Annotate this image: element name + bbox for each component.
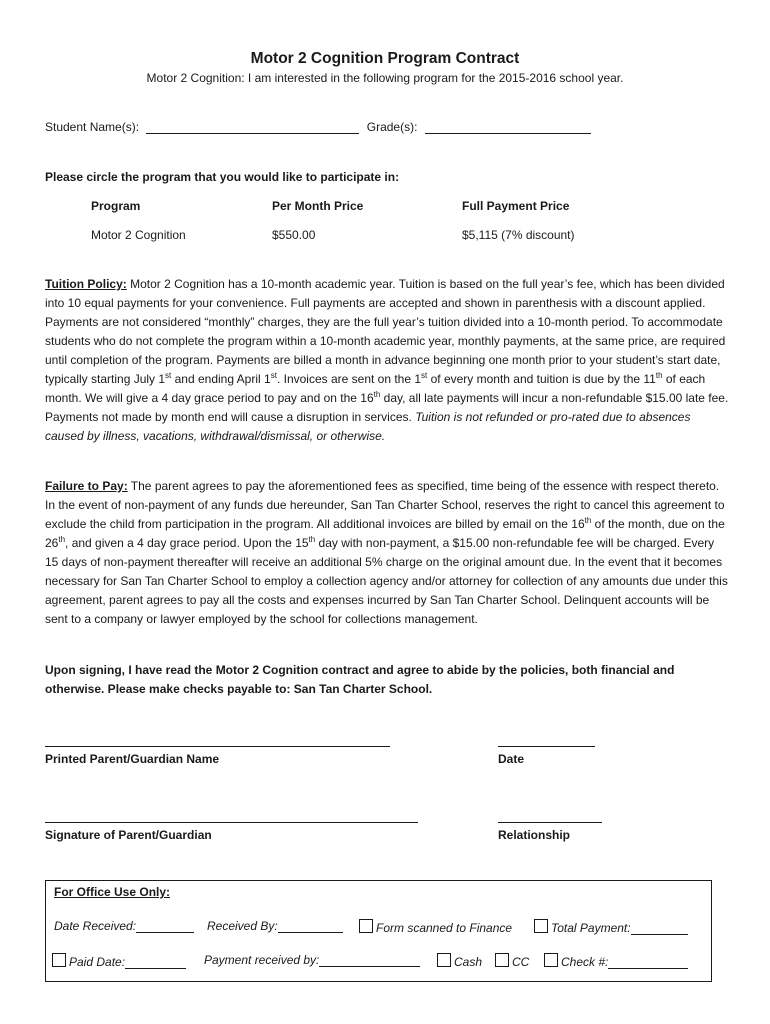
date-line[interactable] (498, 746, 595, 747)
total-payment-checkbox[interactable] (534, 919, 548, 933)
date-received-field[interactable] (136, 920, 194, 933)
cc-checkbox[interactable] (495, 953, 509, 967)
check-checkbox[interactable] (544, 953, 558, 967)
page-title: Motor 2 Cognition Program Contract (250, 50, 520, 67)
office-use-box (45, 880, 712, 982)
program-row[interactable] (0, 228, 770, 244)
tuition-text: of every month and tuition is due by the 11 (427, 372, 656, 386)
sup: th (373, 390, 381, 399)
tuition-italic-note: Tuition is not refunded or pro-rated due to absences caused by illness, vacations, withdrawal/dismissal, or otherwise. (45, 410, 691, 443)
office-row-1 (46, 919, 711, 935)
date-label: Date (498, 752, 525, 766)
sup: th (308, 535, 316, 544)
failure-text: day with non-payment, a $15.00 non-refundable fee will be charged. Every 15 days of non-payment thereafter will receive an additional 5% charge on the original amount due. In the event that it becomes necessary for San Tan Charter School to employ a collection agency and/or attorney for collection of any amounts due under this agreement, parent agrees to pay all the costs and expenses incurred by San Tan Charter School. Delinquent accounts will be sent to a company or lawyer employed by the school for collections management. (45, 536, 728, 626)
sup: st (270, 371, 277, 380)
program-table-header (0, 199, 770, 215)
page-subtitle: Motor 2 Cognition: I am interested in the following program for the 2015-2016 school year. (146, 71, 624, 85)
received-by-field[interactable] (278, 920, 343, 933)
check-label: Check #: (561, 955, 609, 969)
program-name: Motor 2 Cognition (91, 228, 186, 242)
received-by-label: Received By: (207, 919, 278, 933)
paid-date-checkbox[interactable] (52, 953, 66, 967)
student-info-row (45, 120, 591, 134)
tuition-text: . Invoices are sent on the 1 (276, 372, 422, 386)
payment-received-by-label: Payment received by: (204, 953, 320, 967)
office-title: For Office Use Only: (54, 885, 171, 899)
total-payment[interactable] (534, 919, 688, 935)
failure-text: , and given a 4 day grace period. Upon the 15 (65, 536, 309, 550)
paid-date-label: Paid Date: (69, 955, 126, 969)
grade-field[interactable] (425, 120, 591, 134)
sup: th (655, 371, 663, 380)
tuition-text: Motor 2 Cognition has a 10-month academic year. Tuition is based on the full year’s fee, which has been divided into 10 equal payments for your convenience. Full payments are accepted and shown in parenthesis with a discount applied. Payments are not considered “monthly” charges, they are the full year’s tuition divided into a 10-month period. To accommodate students who do not complete the program within a 10-month academic year, monthly payments, at the same price, are required until completion of the program. Payments are billed a month in advance beginning one month prior to your student’s start date, typically starting July 1 (45, 277, 726, 386)
sup: th (58, 535, 66, 544)
tuition-text: of each month. We will give a 4 day grace period to pay and on the 16 (45, 372, 706, 405)
date-received-label: Date Received: (54, 919, 137, 933)
office-row-2 (46, 953, 711, 969)
signature-label: Signature of Parent/Guardian (45, 828, 212, 842)
agreement-statement: Upon signing, I have read the Motor 2 Cognition contract and agree to abide by the policies, both financial and otherwise. Please make checks payable to: San Tan Charter School. (45, 663, 675, 696)
grade-label: Grade(s): (366, 120, 418, 134)
sup: st (421, 371, 428, 380)
header-per-month: Per Month Price (272, 199, 364, 213)
relationship-line[interactable] (498, 822, 602, 823)
tuition-policy (45, 275, 729, 446)
sup: st (165, 371, 172, 380)
form-scanned[interactable] (359, 919, 512, 935)
header-program: Program (91, 199, 141, 213)
cc-option[interactable] (495, 953, 529, 969)
check-option[interactable] (544, 953, 688, 969)
check-number-field[interactable] (608, 956, 688, 969)
tuition-text: and ending April 1 (171, 372, 271, 386)
program-instruction: Please circle the program that you would like to participate in: (45, 170, 400, 184)
program-month-price: $550.00 (272, 228, 316, 242)
payment-received-by-field[interactable] (319, 954, 420, 967)
printed-name-label: Printed Parent/Guardian Name (45, 752, 220, 766)
cc-label: CC (512, 955, 530, 969)
student-name-field[interactable] (146, 120, 359, 134)
sup: th (584, 516, 592, 525)
paid-date[interactable] (52, 953, 186, 969)
tuition-text: day, all late payments will incur a non-refundable $15.00 late fee. Payments not made by month end will cause a disruption in services. (45, 391, 729, 424)
failure-text: The parent agrees to pay the aforementioned fees as specified, time being of the essence with respect thereto. In the event of non-payment of any funds due hereunder, San Tan Charter School, reserves the right to cancel this agreement to exclude the child from participation in the program. All additional invoices are billed by email on the 16 (45, 479, 725, 531)
cash-label: Cash (454, 955, 483, 969)
failure-heading: Failure to Pay: (45, 479, 128, 493)
failure-text: of the month, due on the 26 (45, 517, 725, 550)
total-payment-label: Total Payment: (551, 921, 631, 935)
date-received[interactable] (54, 919, 194, 933)
payment-received-by[interactable] (204, 953, 420, 967)
header-full-payment: Full Payment Price (462, 199, 570, 213)
relationship-label: Relationship (498, 828, 571, 842)
cash-option[interactable] (437, 953, 482, 969)
tuition-heading: Tuition Policy: (45, 277, 127, 291)
total-payment-field[interactable] (631, 922, 688, 935)
failure-to-pay (45, 477, 729, 629)
printed-name-line[interactable] (45, 746, 390, 747)
form-scanned-checkbox[interactable] (359, 919, 373, 933)
form-scanned-label: Form scanned to Finance (376, 921, 513, 935)
signature-line[interactable] (45, 822, 418, 823)
student-name-label: Student Name(s): (45, 120, 140, 134)
received-by[interactable] (207, 919, 343, 933)
paid-date-field[interactable] (125, 956, 186, 969)
program-full-price: $5,115 (7% discount) (462, 228, 575, 242)
cash-checkbox[interactable] (437, 953, 451, 967)
